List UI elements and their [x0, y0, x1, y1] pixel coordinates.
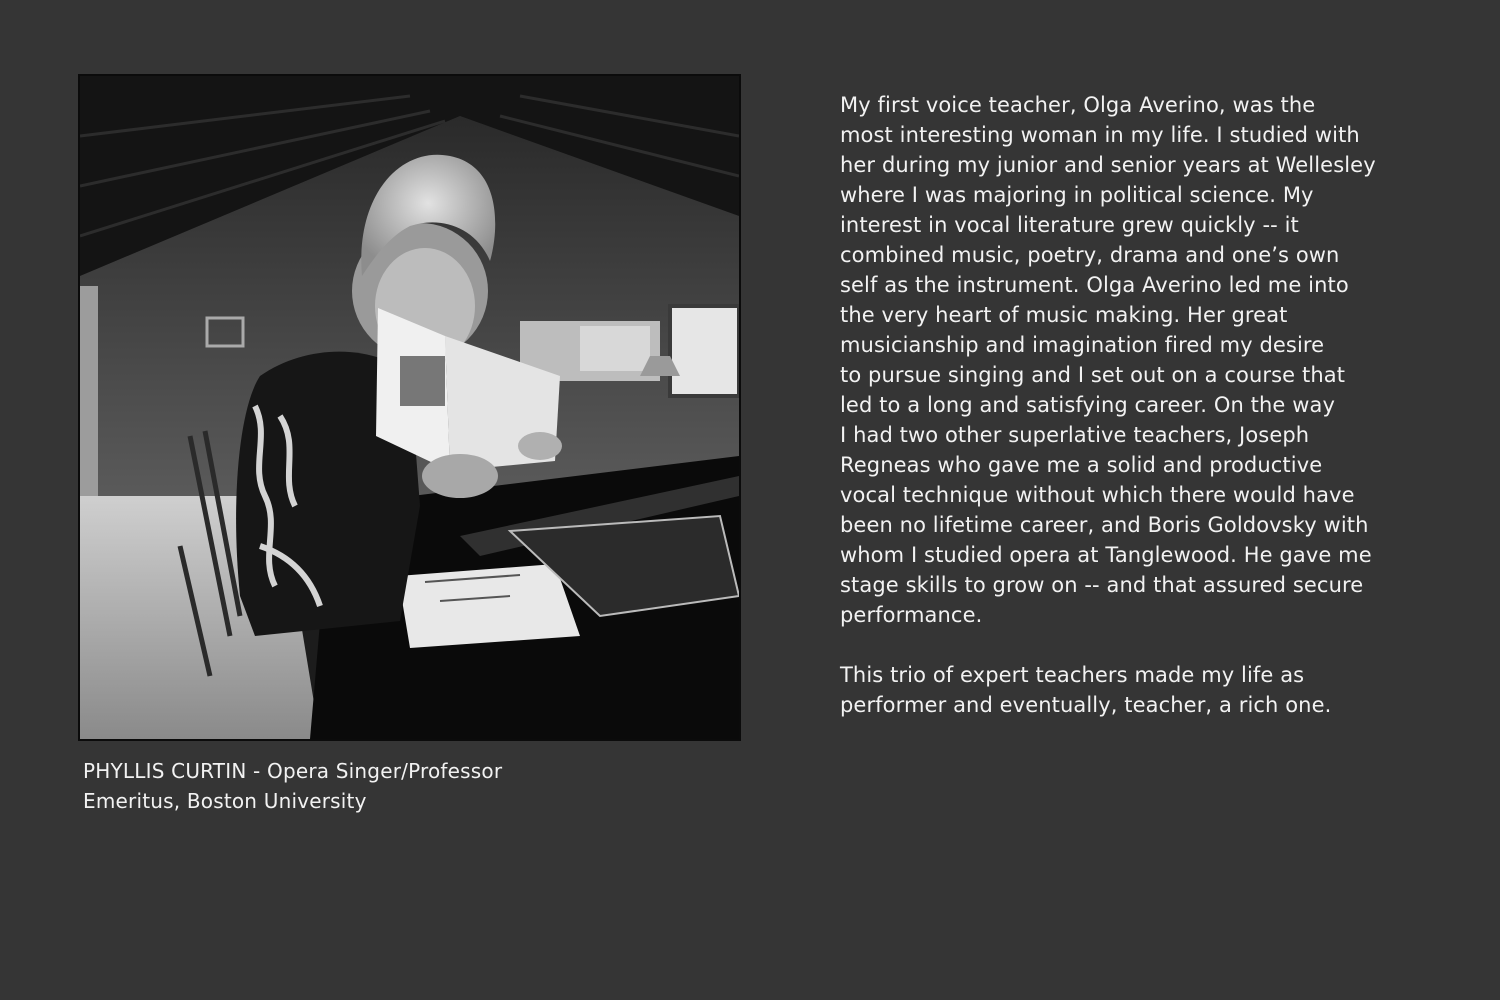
statement-paragraph-2: [840, 660, 1480, 720]
statement-text: [840, 90, 1480, 720]
text-line: the very heart of music making. Her great: [840, 303, 1288, 327]
text-line: most interesting woman in my life. I studied with: [840, 123, 1360, 147]
text-line: performance.: [840, 603, 983, 627]
portrait-photo-illustration: [80, 76, 739, 739]
portrait-photo: [78, 74, 741, 741]
text-line: I had two other superlative teachers, Joseph: [840, 423, 1310, 447]
photo-caption: [83, 756, 643, 816]
text-line: My first voice teacher, Olga Averino, was the: [840, 93, 1316, 117]
text-line: led to a long and satisfying career. On the way: [840, 393, 1335, 417]
text-line: her during my junior and senior years at Wellesley: [840, 153, 1376, 177]
text-line: musicianship and imagination fired my desire: [840, 333, 1325, 357]
text-line: stage skills to grow on -- and that assured secure: [840, 573, 1364, 597]
text-line: This trio of expert teachers made my life as: [840, 663, 1305, 687]
text-line: whom I studied opera at Tanglewood. He gave me: [840, 543, 1372, 567]
text-line: self as the instrument. Olga Averino led me into: [840, 273, 1349, 297]
text-line: interest in vocal literature grew quickly -- it: [840, 213, 1299, 237]
text-line: performer and eventually, teacher, a rich one.: [840, 693, 1332, 717]
text-line: Regneas who gave me a solid and productive: [840, 453, 1323, 477]
text-line: been no lifetime career, and Boris Goldovsky with: [840, 513, 1369, 537]
paragraph-spacer: [840, 630, 1480, 660]
caption-line-title: Emeritus, Boston University: [83, 789, 367, 813]
text-line: vocal technique without which there would have: [840, 483, 1355, 507]
caption-line-name: PHYLLIS CURTIN - Opera Singer/Professor: [83, 759, 503, 783]
text-line: combined music, poetry, drama and one’s own: [840, 243, 1340, 267]
text-line: to pursue singing and I set out on a course that: [840, 363, 1346, 387]
statement-paragraph-1: [840, 90, 1480, 630]
text-line: where I was majoring in political science. My: [840, 183, 1314, 207]
